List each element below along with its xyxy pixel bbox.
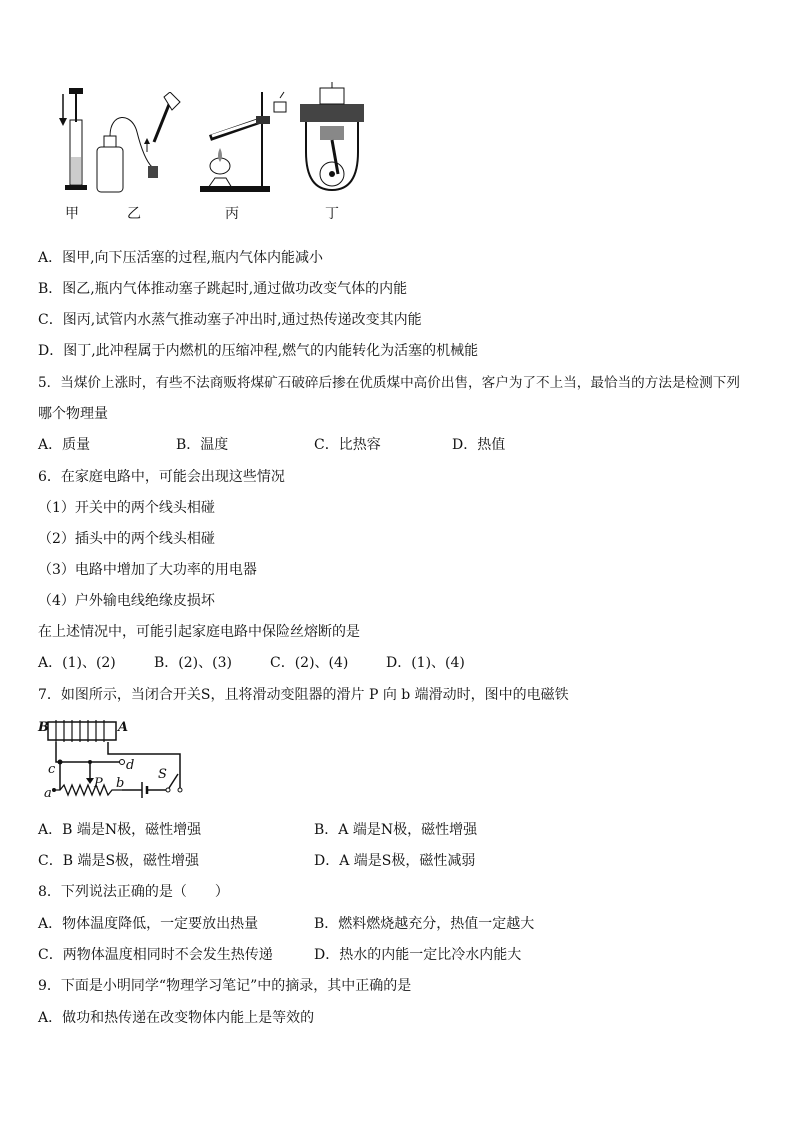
q7-label-b: b (116, 776, 125, 791)
q8-option-a: A．物体温度降低，一定要放出热量 (38, 916, 259, 932)
q7-label-B: B (38, 720, 49, 735)
q4-option-d: D．图丁,此冲程属于内燃机的压缩冲程,燃气的内能转化为活塞的机械能 (38, 343, 479, 359)
figure-label-yi: 乙 (127, 206, 141, 222)
q7-label-d: d (126, 758, 135, 773)
q7-stem: 7．如图所示，当闭合开关S，且将滑动变阻器的滑片 P 向 b 端滑动时，图中的电磁铁 (38, 687, 569, 703)
q7-label-P: P (94, 776, 103, 791)
q8-stem: 8．下列说法正确的是（ ） (38, 884, 229, 900)
q7-label-a: a (44, 786, 52, 801)
figure-yi-bottle (92, 92, 187, 197)
q5-stem-line2: 哪个物理量 (38, 406, 108, 422)
q6-item-2: （2）插头中的两个线头相碰 (38, 531, 215, 547)
q6-item-3: （3）电路中增加了大功率的用电器 (38, 562, 257, 578)
q5-option-d: D．热值 (452, 437, 506, 453)
q5-option-c: C．比热容 (314, 437, 381, 453)
q7-option-b: B．A 端是N极，磁性增强 (314, 822, 478, 838)
q6-option-a: A．(1)、(2) (38, 655, 116, 671)
q6-stem: 6．在家庭电路中，可能会出现这些情况 (38, 469, 285, 485)
q7-label-A: A (118, 720, 129, 735)
q8-option-b: B．燃料燃烧越充分，热值一定越大 (314, 916, 535, 932)
q4-option-b: B．图乙,瓶内气体推动塞子跳起时,通过做功改变气体的内能 (38, 281, 408, 297)
q9-option-a: A．做功和热传递在改变物体内能上是等效的 (38, 1010, 315, 1026)
q6-option-d: D．(1)、(4) (386, 655, 465, 671)
q6-option-b: B．(2)、(3) (154, 655, 232, 671)
q7-option-c: C．B 端是S极，磁性增强 (38, 853, 200, 869)
figure-label-ding: 丁 (325, 206, 339, 222)
q5-stem-line1: 5．当煤价上涨时，有些不法商贩将煤矿石破碎后掺在优质煤中高价出售，客户为了不上当，最恰当的方法是检测下列 (38, 375, 740, 391)
figure-jia-pump (55, 82, 95, 197)
q7-circuit-figure (38, 712, 188, 812)
q5-option-a: A．质量 (38, 437, 91, 453)
q9-stem: 9．下面是小明同学“物理学习笔记”中的摘录，其中正确的是 (38, 978, 412, 994)
q6-item-4: （4）户外输电线绝缘皮损坏 (38, 593, 215, 609)
q6-option-c: C．(2)、(4) (270, 655, 349, 671)
q6-question: 在上述情况中，可能引起家庭电路中保险丝熔断的是 (38, 624, 360, 640)
q7-option-a: A．B 端是N极，磁性增强 (38, 822, 202, 838)
q4-option-a: A．图甲,向下压活塞的过程,瓶内气体内能减小 (38, 250, 324, 266)
figure-bing-test-tube (200, 88, 300, 198)
q7-circuit-wires (38, 712, 188, 812)
figure-label-jia: 甲 (65, 206, 79, 222)
q5-option-b: B．温度 (176, 437, 229, 453)
q7-option-d: D．A 端是S极，磁性减弱 (314, 853, 476, 869)
q6-item-1: （1）开关中的两个线头相碰 (38, 500, 215, 516)
q8-option-c: C．两物体温度相同时不会发生热传递 (38, 947, 273, 963)
q7-label-c: c (48, 762, 56, 777)
q7-label-S: S (158, 767, 167, 782)
q4-option-c: C．图丙,试管内水蒸气推动塞子冲出时,通过热传递改变其内能 (38, 312, 422, 328)
figure-ding-engine (296, 82, 368, 197)
q8-option-d: D．热水的内能一定比冷水内能大 (314, 947, 522, 963)
figure-label-bing: 丙 (225, 206, 239, 222)
